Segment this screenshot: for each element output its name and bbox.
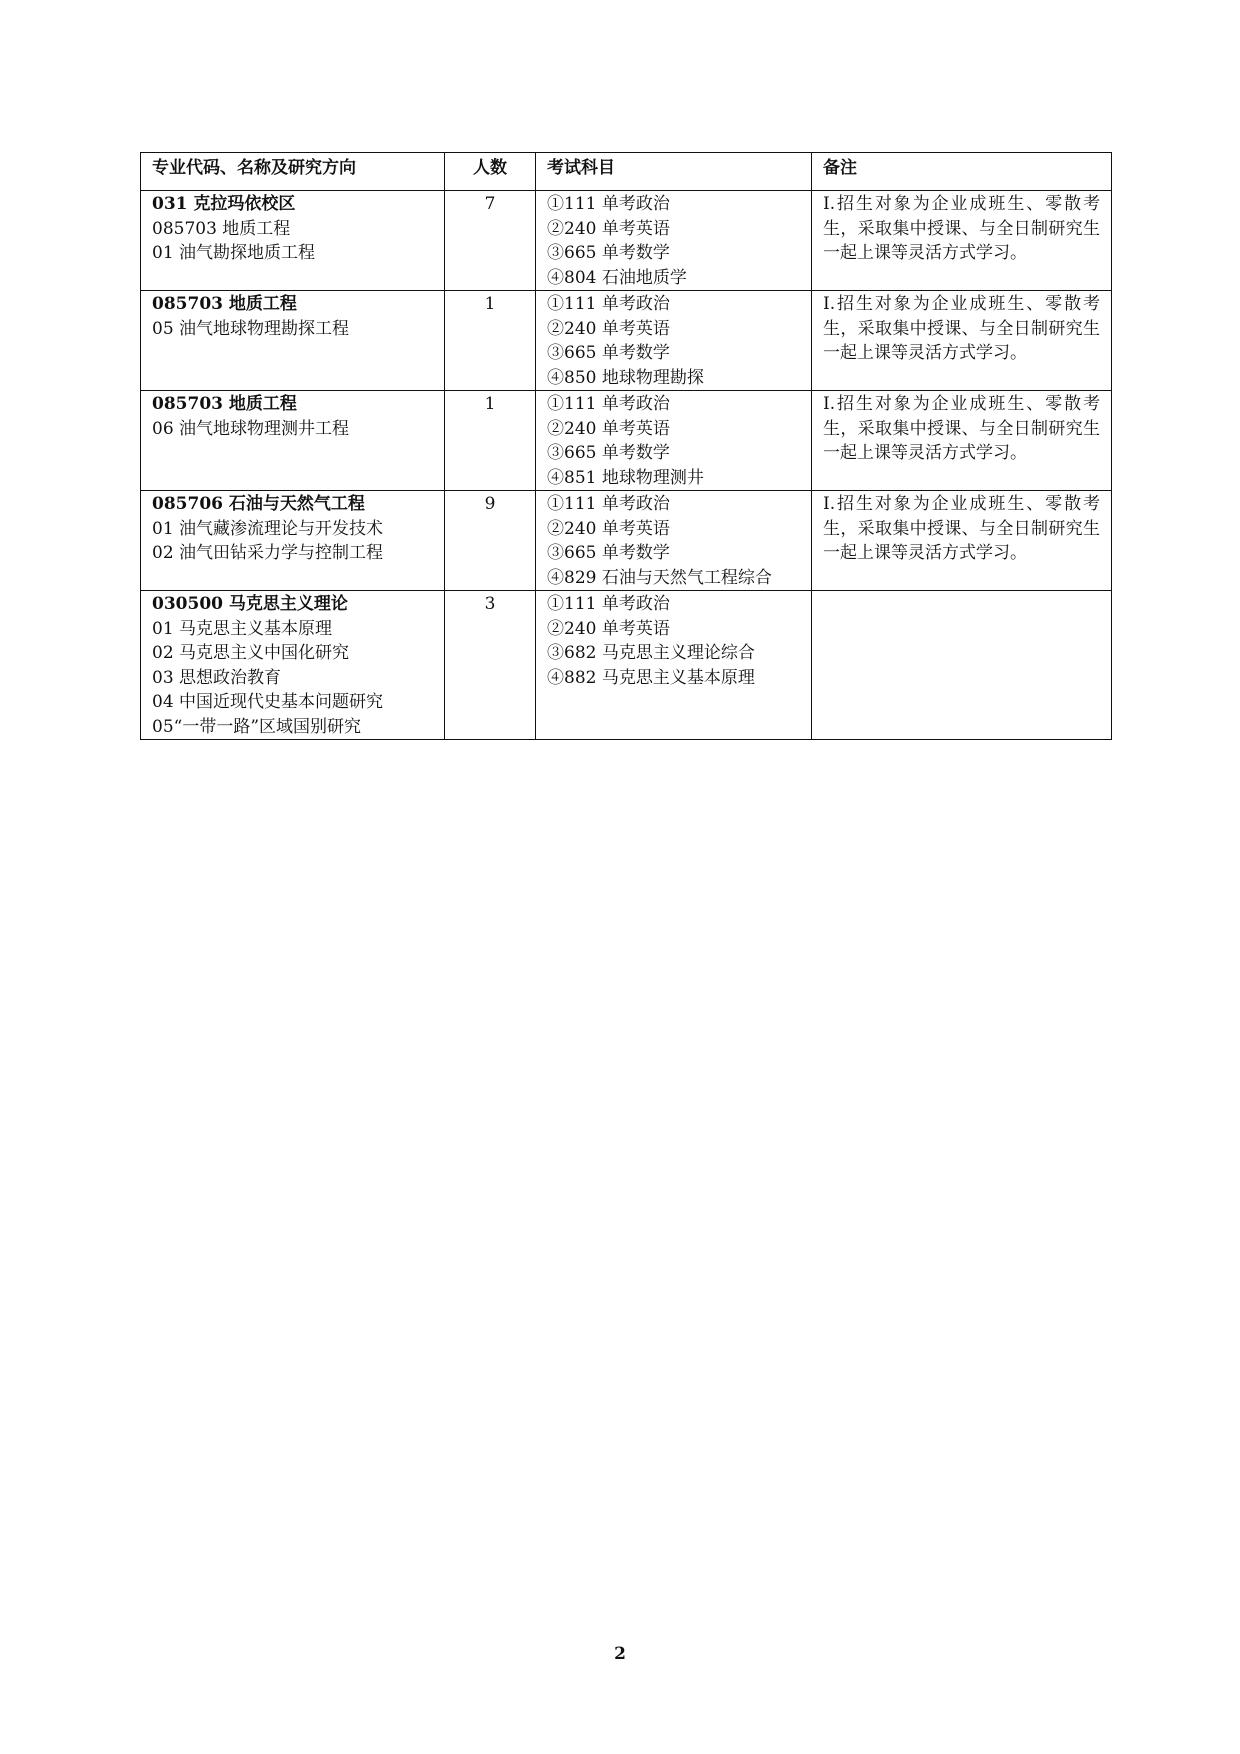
remarks-cell — [812, 591, 1112, 740]
exam-subject: ②240 单考英语 — [547, 518, 670, 539]
exam-subject: ④829 石油与天然气工程综合 — [547, 567, 772, 588]
research-direction: 085703 地质工程 — [152, 218, 291, 239]
major-cell — [141, 191, 445, 291]
exam-subject: ①111 单考政治 — [547, 294, 670, 314]
header-row — [141, 153, 1112, 191]
major-heading: 031 克拉玛依校区 — [152, 194, 296, 214]
exam-subject: ③665 单考数学 — [547, 243, 670, 263]
exam-subject: ③665 单考数学 — [547, 543, 670, 563]
remarks-cell — [812, 491, 1112, 591]
table-row — [141, 291, 1112, 391]
major-cell — [141, 591, 445, 740]
major-heading: 085703 地质工程 — [152, 294, 297, 314]
table-header — [141, 153, 1112, 191]
exam-subject: ②240 单考英语 — [547, 418, 670, 439]
research-direction: 01 油气勘探地质工程 — [152, 243, 316, 263]
exam-subject: ③665 单考数学 — [547, 343, 670, 363]
enrollment-count: 1 — [445, 391, 536, 491]
remark-text: I.招生对象为企业成班生、零散考生，采取集中授课、与全日制研究生一起上课等灵活方式学习。 — [823, 194, 1100, 263]
major-cell — [141, 391, 445, 491]
remarks-cell — [812, 191, 1112, 291]
research-direction: 03 思想政治教育 — [152, 667, 282, 688]
header-subjects: 考试科目 — [536, 153, 812, 191]
major-heading: 030500 马克思主义理论 — [152, 594, 348, 614]
remarks-cell — [812, 391, 1112, 491]
remark-text: I.招生对象为企业成班生、零散考生，采取集中授课、与全日制研究生一起上课等灵活方式学习。 — [823, 294, 1100, 363]
enrollment-count: 7 — [445, 191, 536, 291]
exam-subjects-cell — [536, 391, 812, 491]
research-direction: 05 油气地球物理勘探工程 — [152, 318, 350, 339]
exam-subject: ④850 地球物理勘探 — [547, 367, 704, 388]
header-remarks: 备注 — [812, 153, 1112, 191]
remark-text: I.招生对象为企业成班生、零散考生，采取集中授课、与全日制研究生一起上课等灵活方式学习。 — [823, 394, 1100, 463]
enrollment-count: 9 — [445, 491, 536, 591]
exam-subject: ④882 马克思主义基本原理 — [547, 667, 755, 688]
exam-subject: ①111 单考政治 — [547, 594, 670, 614]
admissions-table — [140, 152, 1112, 740]
exam-subject: ①111 单考政治 — [547, 494, 670, 514]
research-direction: 01 马克思主义基本原理 — [152, 618, 333, 639]
major-cell — [141, 291, 445, 391]
research-direction: 06 油气地球物理测井工程 — [152, 418, 350, 439]
exam-subjects-cell — [536, 291, 812, 391]
exam-subjects-cell — [536, 491, 812, 591]
table-row — [141, 391, 1112, 491]
major-heading: 085703 地质工程 — [152, 394, 297, 414]
exam-subjects-cell — [536, 191, 812, 291]
enrollment-count: 1 — [445, 291, 536, 391]
research-direction: 02 油气田钻采力学与控制工程 — [152, 543, 384, 563]
exam-subjects-cell — [536, 591, 812, 740]
research-direction: 01 油气藏渗流理论与开发技术 — [152, 518, 384, 539]
major-heading: 085706 石油与天然气工程 — [152, 494, 365, 514]
remarks-cell — [812, 291, 1112, 391]
research-direction: 05“一带一路”区域国别研究 — [152, 716, 362, 737]
table-body — [141, 191, 1112, 740]
remark-text: I.招生对象为企业成班生、零散考生，采取集中授课、与全日制研究生一起上课等灵活方式学习。 — [823, 494, 1100, 563]
exam-subject: ②240 单考英语 — [547, 318, 670, 339]
research-direction: 02 马克思主义中国化研究 — [152, 643, 350, 663]
major-cell — [141, 491, 445, 591]
table-row — [141, 191, 1112, 291]
table-row — [141, 491, 1112, 591]
exam-subject: ②240 单考英语 — [547, 618, 670, 639]
exam-subject: ③682 马克思主义理论综合 — [547, 643, 755, 663]
research-direction: 04 中国近现代史基本问题研究 — [152, 692, 384, 712]
exam-subject: ④851 地球物理测井 — [547, 467, 704, 488]
enrollment-count: 3 — [445, 591, 536, 740]
exam-subject: ①111 单考政治 — [547, 194, 670, 214]
exam-subject: ④804 石油地质学 — [547, 267, 687, 288]
table-row — [141, 591, 1112, 740]
header-count: 人数 — [445, 153, 536, 191]
page-number: 2 — [614, 1644, 626, 1664]
header-major: 专业代码、名称及研究方向 — [141, 153, 445, 191]
exam-subject: ①111 单考政治 — [547, 394, 670, 414]
exam-subject: ②240 单考英语 — [547, 218, 670, 239]
exam-subject: ③665 单考数学 — [547, 443, 670, 463]
